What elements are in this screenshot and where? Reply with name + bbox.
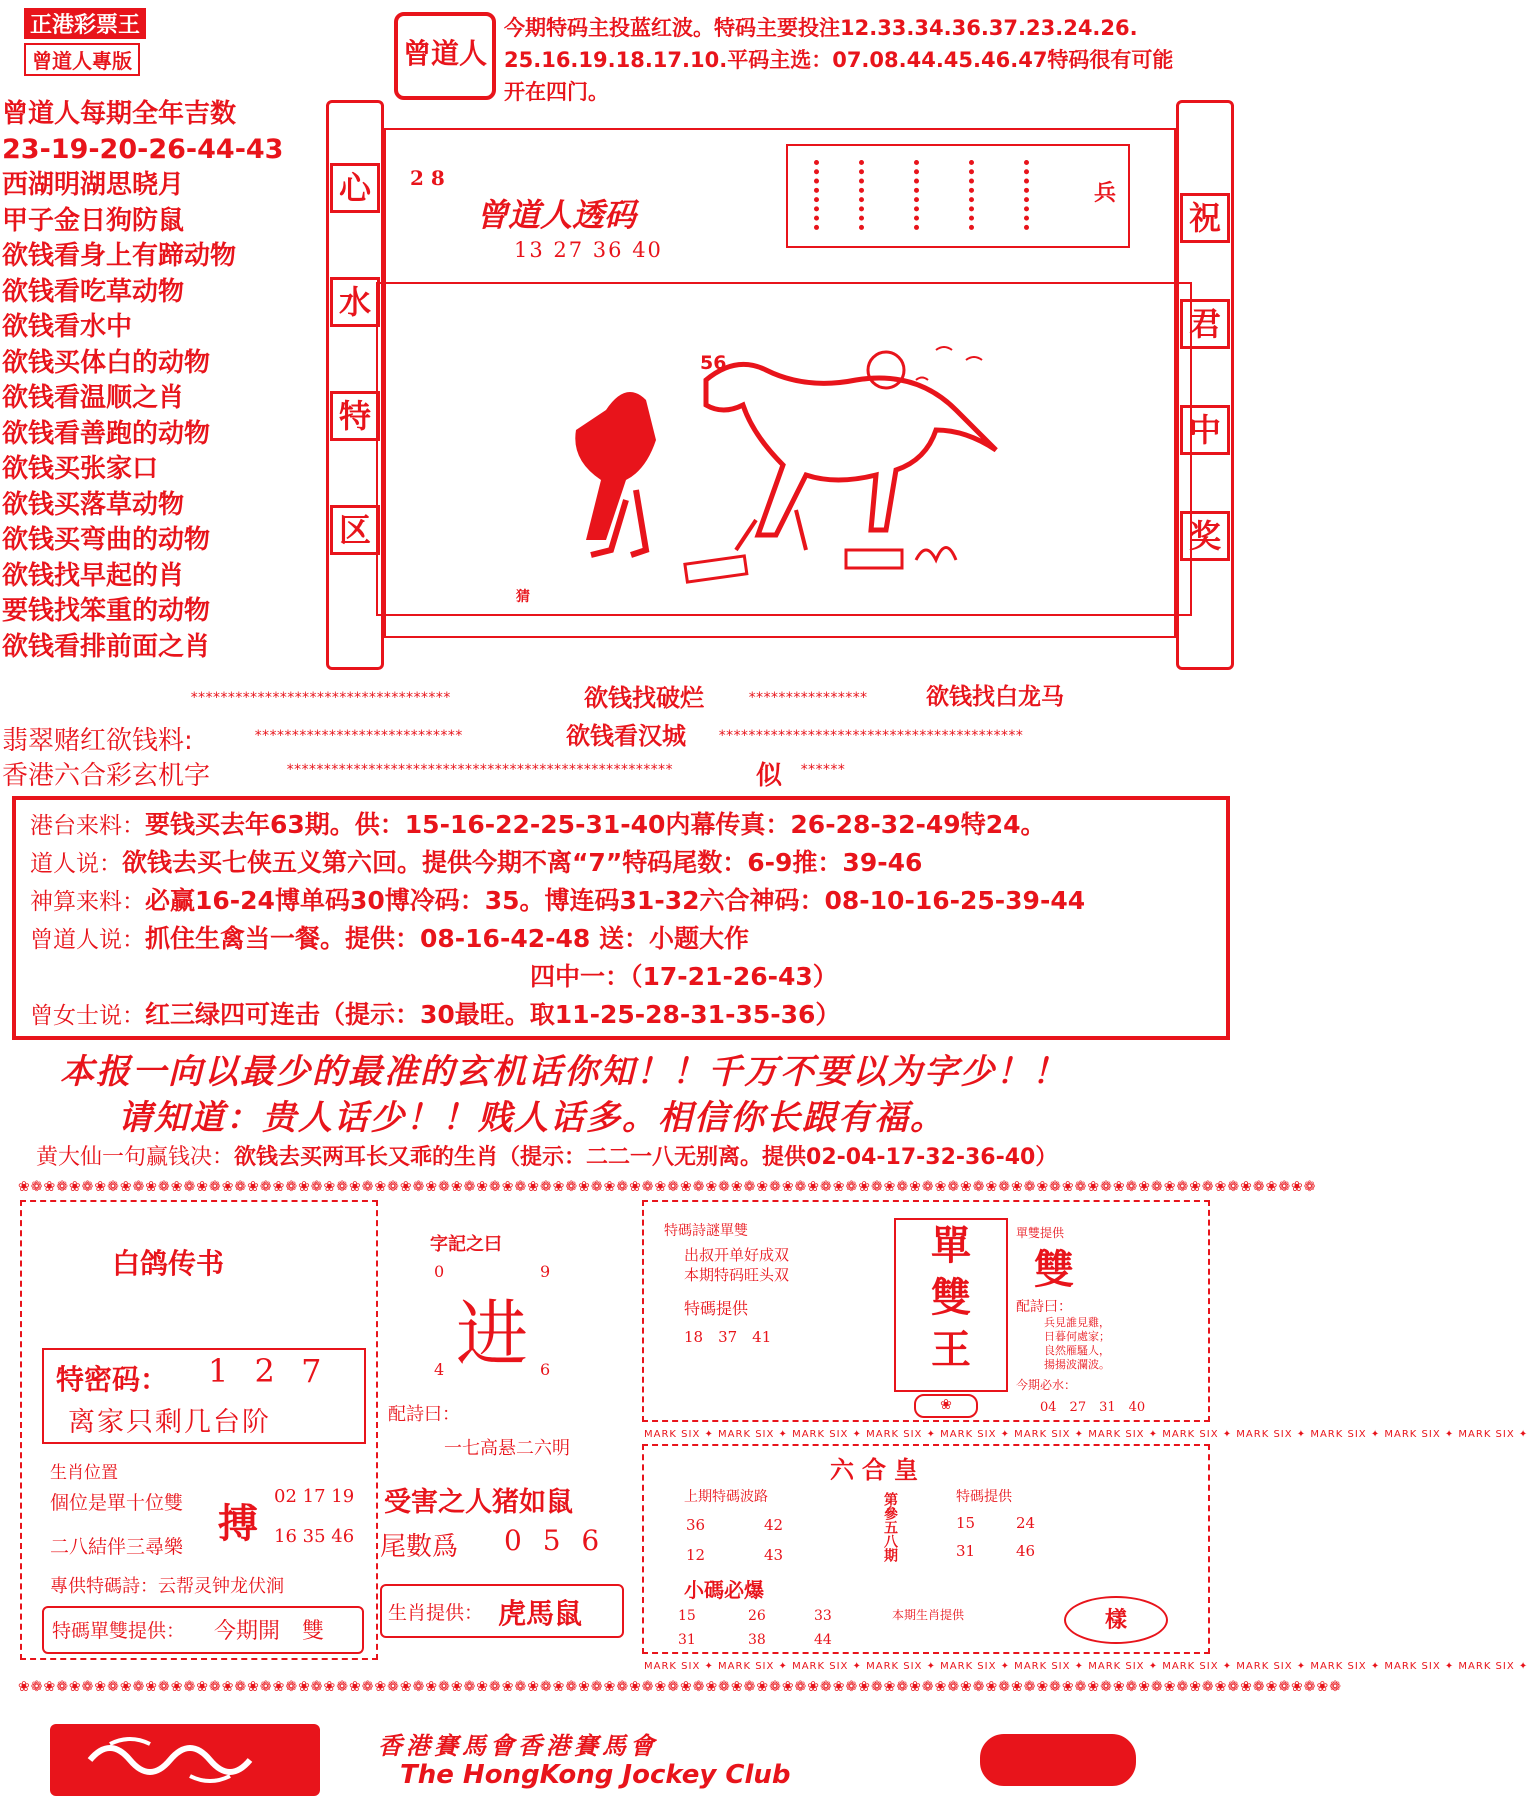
info-row-text: 必赢16-24博单码30博冷码：35。博连码31-32六合神码：08-10-16-25-39-44 <box>145 886 1086 915</box>
info-row-label: 曾道人说： <box>30 927 145 953</box>
info-row-label: 曾女士说： <box>30 1003 145 1029</box>
side-char: 雙 <box>1034 1246 1074 1293</box>
hint-white-dragon: 欲钱找白龙马 <box>926 684 1064 710</box>
small-num-4: 31 <box>678 1632 696 1648</box>
info-row-text: 四中一：（17-21-26-43） <box>530 962 838 991</box>
special-num-3: 31 <box>956 1542 976 1560</box>
mark-six-strip-top <box>644 1428 1528 1442</box>
period: 第參五八期 <box>882 1492 898 1562</box>
stars-row3b: ****** <box>800 762 845 778</box>
special-label-b: 特碼提供 <box>956 1489 1012 1505</box>
today-label: 今期必水： <box>1016 1378 1077 1392</box>
painting-frame <box>384 128 1176 638</box>
scroll-right-char: 中 <box>1180 405 1230 455</box>
bo-char: 搏 <box>218 1500 258 1547</box>
info-row-label: 神算来料： <box>30 889 145 915</box>
riddle-text: 离家只剩几台阶 <box>68 1407 271 1438</box>
slogan-line1: 本报一向以最少的最准的玄机话你知！！千万不要以为字少！！ <box>60 1052 1068 1092</box>
tail-label: 尾數爲 <box>380 1532 459 1562</box>
info-row-label: 道人说： <box>30 851 122 877</box>
logo-line2: 曾道人專版 <box>24 43 140 76</box>
victim-text: 受害之人猪如鼠 <box>384 1487 573 1518</box>
stamp-text: 曾道人 <box>402 37 487 70</box>
zodiac-position-label: 生肖位置 <box>50 1463 118 1483</box>
position-line: 個位是單十位雙 <box>50 1492 184 1514</box>
stars-row1b: **************** <box>748 690 867 706</box>
painting-numbers: 13 27 36 40 <box>514 238 663 262</box>
today-nums: 04 27 31 40 <box>1040 1400 1146 1415</box>
side-poem-1: 兵見誰見雞， <box>1044 1316 1110 1329</box>
mark-strip-top-text: MARK SIX ✦ MARK SIX ✦ MARK SIX ✦ MARK SIX ✦ MARK SIX ✦ MARK SIX ✦ MARK SIX ✦ MARK SIX ✦ MARK SIX ✦ MARK SIX ✦ MARK SIX ✦ MARK SIX ✦ <box>644 1429 1528 1440</box>
small-label: 小碼必爆 <box>684 1578 764 1602</box>
danshuang-box <box>42 1606 364 1654</box>
left-column-line: 欲钱买张家口 <box>2 454 159 484</box>
stars-row2b: ***************************************** <box>718 728 1023 744</box>
title-char-1: 單 <box>931 1222 971 1269</box>
pair-line: 二八結伴三尋樂 <box>50 1536 184 1558</box>
painting-vertical-text <box>804 156 1074 236</box>
side-poem-3: 良然雁騷人， <box>1044 1344 1110 1357</box>
footer-chinese: 香港賽馬會香港賽馬會 <box>378 1731 658 1760</box>
danshuang-label: 特碼單雙提供： <box>52 1620 186 1642</box>
flower-emblem: ❀ <box>914 1394 978 1418</box>
huang-daxian-text: 欲钱去买两耳长又乖的生肖（提示：二二一八无别离。提供02-04-17-32-36-40） <box>234 1145 1058 1170</box>
title-char-2: 雙 <box>931 1274 971 1321</box>
danshuang-title-box <box>894 1218 1008 1392</box>
route-num-4: 43 <box>764 1546 784 1564</box>
num-bottom-right: 6 <box>540 1360 551 1379</box>
scroll-left-char: 水 <box>330 277 380 327</box>
route-num-2: 42 <box>764 1516 784 1534</box>
bottom-left-panel <box>20 1200 378 1660</box>
hint-find-broken: 欲钱找破烂 <box>584 684 704 712</box>
cloud-pattern-icon <box>50 1724 320 1796</box>
scroll-left-char: 特 <box>330 391 380 441</box>
small-num-2: 26 <box>748 1608 766 1624</box>
info-row-text: 红三绿四可连击（提示：30最旺。取11-25-28-31-35-36） <box>145 1000 841 1029</box>
route-label: 上期特碼波路 <box>684 1489 768 1505</box>
bottom-right-bottom-panel <box>642 1444 1210 1654</box>
side-label: 單雙提供 <box>1016 1226 1065 1240</box>
painting-corner-number: 2 8 <box>410 166 445 190</box>
left-column-line: 欲钱看温顺之肖 <box>2 383 185 413</box>
stars-row2: **************************** <box>254 728 463 744</box>
special-num-1: 15 <box>956 1514 976 1532</box>
route-num-1: 36 <box>686 1516 706 1534</box>
info-row-text: 欲钱去买七侠五义第六回。提供今期不离“7”特码尾数：6-9推：39-46 <box>122 848 923 877</box>
header-note <box>504 12 1244 108</box>
mark-six-strip-bottom <box>644 1660 1528 1674</box>
special-code-numbers: 1 2 7 <box>208 1352 330 1390</box>
footer-right-seal <box>980 1734 1136 1786</box>
poem-line: 專供特碼詩：云帮灵钟龙伏涧 <box>50 1576 284 1597</box>
painting-figure-number: 56 <box>700 352 727 374</box>
liuhe-title: 六合皇 <box>830 1455 926 1484</box>
painting-right-panel <box>786 144 1130 248</box>
zodiac-box <box>380 1584 624 1638</box>
pigeon-title: 白鸽传书 <box>112 1247 225 1280</box>
scroll-left-chars <box>329 163 381 555</box>
scroll-left-char: 心 <box>330 163 380 213</box>
horse-figure-illustration <box>536 320 1016 600</box>
zodiac-text: 虎馬鼠 <box>498 1597 583 1630</box>
left-column-line: 西湖明湖思晓月 <box>2 170 185 200</box>
small-num-6: 44 <box>814 1632 832 1648</box>
info-row <box>30 884 1085 919</box>
info-row <box>530 960 838 995</box>
hint-hancheng: 欲钱看汉城 <box>566 722 686 750</box>
side-poem-label: 配詩曰： <box>1016 1299 1072 1315</box>
danshuang-value: 今期開 雙 <box>214 1619 325 1644</box>
side-poem-4: 揚揚波瀾波。 <box>1044 1358 1110 1371</box>
left-column-line: 欲钱看善跑的动物 <box>2 418 211 449</box>
tail-numbers: 0 5 6 <box>504 1524 606 1557</box>
small-num-1: 15 <box>678 1608 696 1624</box>
stars-row3: **************************************************** <box>286 762 673 778</box>
footer-left-logo <box>50 1724 320 1796</box>
left-column <box>2 96 322 665</box>
poem-line-2: 本期特码旺头双 <box>684 1266 790 1284</box>
zi-ji-label: 字記之曰 <box>430 1234 502 1255</box>
big-char: 进 <box>456 1292 529 1376</box>
num-bottom-left: 4 <box>434 1360 445 1379</box>
left-column-numbers: 23-19-20-26-44-43 <box>2 134 284 165</box>
riddle-box <box>42 1348 366 1444</box>
header-note-line1: 今期特码主投蓝红波。特码主要投注12.33.34.36.37.23.24.26. <box>504 16 1138 40</box>
special-code-label: 特密码： <box>56 1363 169 1396</box>
left-column-line: 欲钱看排前面之肖 <box>2 631 211 662</box>
info-row-label: 港台来料： <box>30 813 145 839</box>
left-column-line: 欲钱看吃草动物 <box>2 276 185 307</box>
info-row <box>30 998 840 1033</box>
poem-header: 特碼詩謎單雙 <box>664 1223 748 1239</box>
footer-english: The HongKong Jockey Club <box>400 1760 791 1790</box>
side-poem-2: 日暮何處家； <box>1044 1330 1110 1343</box>
huang-daxian-label: 黄大仙一句赢钱决： <box>36 1145 235 1170</box>
header-note-line3: 开在四门。 <box>504 80 609 104</box>
bottom-middle-panel <box>380 1200 630 1660</box>
left-column-line: 甲子金日狗防鼠 <box>2 205 185 236</box>
left-column-line: 欲钱买落草动物 <box>2 489 185 520</box>
nums-row2: 16 35 46 <box>274 1526 355 1547</box>
seal-char: 樣 <box>1104 1607 1127 1633</box>
stars-row1: *********************************** <box>190 690 451 706</box>
painting-right-char: 兵 <box>1093 181 1116 206</box>
poem-label: 配詩曰： <box>388 1404 460 1425</box>
info-row-text: 要钱买去年63期。供：15-16-22-25-31-40内幕传真：26-28-32-49特24。 <box>145 810 1046 839</box>
left-column-line: 欲钱买体白的动物 <box>2 347 211 378</box>
seal-emblem <box>1064 1596 1168 1644</box>
painting-title: 曾道人透码 <box>476 196 637 234</box>
feicui-label: 翡翠赌红欲钱料: <box>2 726 193 756</box>
small-num-3: 33 <box>814 1608 832 1624</box>
poem-line-1: 出叔开单好成双 <box>684 1246 790 1264</box>
scroll-left-char: 区 <box>330 505 380 555</box>
scroll-right-char: 奖 <box>1180 511 1230 561</box>
xuanji-label: 香港六合彩玄机字 <box>2 761 211 791</box>
info-row-text: 抓住生禽当一餐。提供：08-16-42-48 送：小题大作 <box>145 924 749 953</box>
left-column-line: 欲钱买弯曲的动物 <box>2 525 211 555</box>
nums-row1: 02 17 19 <box>274 1486 355 1507</box>
logo <box>24 8 204 76</box>
route-num-3: 12 <box>686 1546 706 1564</box>
scroll-right-char: 君 <box>1180 299 1230 349</box>
painting-bottom-char: 猜 <box>516 589 530 605</box>
num-top-left: 0 <box>434 1262 445 1281</box>
xuanji-end: 似 <box>756 761 783 791</box>
info-row <box>30 922 749 957</box>
left-column-title: 曾道人每期全年吉数 <box>2 99 237 129</box>
special-provide-label: 特碼提供 <box>684 1299 749 1318</box>
small-num-5: 38 <box>748 1632 766 1648</box>
left-column-line: 欲钱找早起的肖 <box>2 560 185 591</box>
left-column-lines <box>2 168 322 665</box>
header-note-line2: 25.16.19.18.17.10.平码主选：07.08.44.45.46.47特码很有可能 <box>504 48 1174 72</box>
huang-daxian <box>36 1140 1057 1171</box>
zodiac-label: 生肖提供： <box>388 1602 484 1624</box>
zodiac-provide-label: 本期生肖提供 <box>892 1608 965 1622</box>
special-num-2: 24 <box>1016 1514 1036 1532</box>
title-char-3: 王 <box>931 1326 971 1373</box>
left-column-line: 要钱找笨重的动物 <box>2 596 211 626</box>
info-row <box>30 846 922 881</box>
special-num-4: 46 <box>1016 1542 1036 1560</box>
poem-text: 一七高悬二六明 <box>444 1438 570 1459</box>
special-provide-nums: 18 37 41 <box>684 1328 772 1346</box>
mark-strip-bottom-text: MARK SIX ✦ MARK SIX ✦ MARK SIX ✦ MARK SIX ✦ MARK SIX ✦ MARK SIX ✦ MARK SIX ✦ MARK SIX ✦ MARK SIX ✦ MARK SIX ✦ MARK SIX ✦ MARK SIX ✦ <box>644 1661 1528 1672</box>
decorative-border-bottom: ❀❁❀❁❀❁❀❁❀❁❀❁❀❁❀❁❀❁❀❁❀❁❀❁❀❁❀❁❀❁❀❁❀❁❀❁❀❁❀❁❀❁❀❁❀❁❀❁❀❁❀❁❀❁❀❁❀❁❀❁❀❁❀❁❀❁❀❁❀❁❀❁❀❁❀❁❀❁❀❁❀❁❀❁❀❁❀❁❀❁❀❁❀❁❀❁❀❁❀❁❀❁❀❁ <box>18 1679 1342 1695</box>
scroll-right-char: 祝 <box>1180 193 1230 243</box>
left-column-line: 欲钱看身上有蹄动物 <box>2 241 237 271</box>
slogan-line2: 请知道：贵人话少！！贱人话多。相信你长跟有福。 <box>118 1098 946 1138</box>
left-column-line: 欲钱看水中 <box>2 312 133 342</box>
bottom-right-top-panel <box>642 1200 1210 1422</box>
num-top-right: 9 <box>540 1262 551 1281</box>
info-row <box>30 808 1046 843</box>
logo-line1: 正港彩票王 <box>24 8 146 39</box>
stamp-seal <box>394 12 496 100</box>
decorative-border-top: ❀❁❀❁❀❁❀❁❀❁❀❁❀❁❀❁❀❁❀❁❀❁❀❁❀❁❀❁❀❁❀❁❀❁❀❁❀❁❀❁❀❁❀❁❀❁❀❁❀❁❀❁❀❁❀❁❀❁❀❁❀❁❀❁❀❁❀❁❀❁❀❁❀❁❀❁❀❁❀❁❀❁❀❁❀❁❀❁❀❁❀❁❀❁❀❁❀❁❀❁❀❁ <box>18 1179 1317 1195</box>
